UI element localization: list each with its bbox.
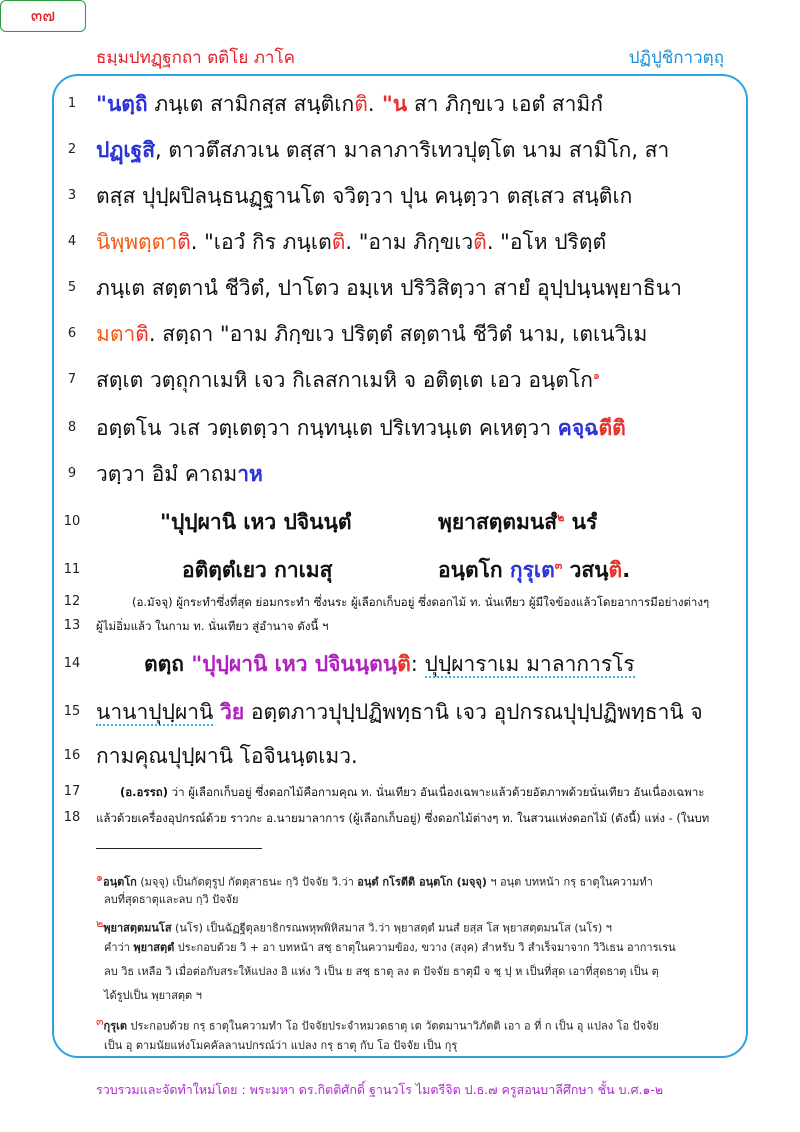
page-frame (52, 74, 748, 1058)
translation-line: (อ.อรรถ) ว่า ผู้เลือกเก็บอยู่ ซึ่งดอกไม้คือกามคุณ ท. นั่นเทียว อันเนื่องเฉพาะแล้วด้วยอัตภาพด้วยนั่นเทียว อันเนื่องเฉพาะ (120, 785, 705, 799)
text-line: ปฏฺเฐสิ, ตาวตึสภวเน ตสฺสา มาลาภาริเทวปุตฺโต นาม สามิโก, สา (96, 138, 670, 162)
text-line: ตสฺส ปุปฺผปิลนฺธนฏฺฐานโต จวิตฺวา ปุน คนฺตฺวา ตสฺเสว สนฺติเก (96, 184, 633, 208)
page-footer: รวบรวมและจัดทำใหม่โดย : พระมหา ดร.กิตติศักดิ์ ฐานวโร ไมตรีจิต ป.ธ.๗ ครูสอนบาลีศึกษา ชั้น บ.ศ.๑-๒ (96, 1082, 664, 1097)
line-number: 2 (67, 142, 77, 157)
text-line: อตฺตโน วเส วตฺเตตฺวา กนฺทนฺเต ปริเทวนฺเต คเหตฺวา คจฺฉตีติ (96, 416, 626, 440)
line-number: 12 (63, 594, 81, 609)
line-number: 11 (63, 562, 81, 577)
line-number: 3 (67, 188, 77, 203)
footnote-1: ๑อนฺตโก (มจฺจุ) เป็นกัตตุรูป กัตตุสาธนะ กฺวิ ปัจจัย วิ.ว่า อนฺตํ กโรตีติ อนฺตโก (มจฺจุ) ฯ อนฺต บทหน้า กรฺ ธาตุในความทำ (96, 871, 653, 889)
footnote-2: ๒พฺยาสตฺตมนโส (นโร) เป็นฉัฏฐีตุลยาธิกรณพหุพพิหิสมาส วิ.ว่า พฺยาสตฺตํ มนสํ ยสฺส โส พฺยาสตฺตมนโส (นโร) ฯ (96, 917, 612, 935)
text-line: กามคุณปุปฺผานิ โอจินนฺตเมว. (96, 744, 358, 768)
line-number: 4 (67, 234, 77, 249)
line-number: 15 (63, 704, 81, 719)
text-line: วตฺวา อิมํ คาถมาห (96, 462, 263, 486)
text-line: นิพฺพตฺตาติ. "เอวํ กิร ภนฺเตติ. "อาม ภิกฺขเวติ. "อโห ปริตฺตํ (96, 230, 607, 254)
line-number: 17 (63, 784, 81, 799)
translation-line: แล้วด้วยเครื่องอุปกรณ์ด้วย ราวกะ อ.นายมาลาการ (ผู้เลือกเก็บอยู่) ซึ่งดอกไม้ต่างๆ ท. ในสวนแห่งดอกไม้ (ดังนี้) แห่ง - (ในบท (96, 811, 710, 825)
footnote-ref: ๒ (557, 511, 565, 524)
line-number: 8 (67, 420, 77, 435)
line-number: 5 (67, 280, 77, 295)
verse-line-2b: อนฺตโก กุรุเต$^๓$ วสนฺติ. (438, 558, 631, 582)
line-number: 14 (63, 656, 81, 671)
line-number: 10 (63, 514, 81, 529)
footnote-2-cont: ได้รูปเป็น พฺยาสตฺต ฯ (104, 989, 202, 1002)
page-number: ๓๗ (0, 0, 86, 32)
translation-line: (อ.มัจจุ) ผู้กระทำซึ่งที่สุด ย่อมกระทำ ซึ่งนระ ผู้เลือกเก็บอยู่ ซึ่งดอกไม้ ท. นั่นเทียว ผู้มีใจข้องแล้วโดยอาการมีอย่างต่างๆ (132, 595, 710, 609)
verse-line-2a: อติตฺตํเยว กาเมสุ (182, 558, 333, 582)
footnote-ref: ๑ (592, 369, 600, 382)
line-number: 13 (63, 618, 81, 633)
line-number: 9 (67, 466, 77, 481)
line-number: 6 (67, 326, 77, 341)
footnote-3-cont: เป็น อุ ตามนัยแห่งโมคคัลลานปกรณ์ว่า แปลง กรฺ ธาตุ กับ โอ ปัจจัย เป็น กุรุ (104, 1039, 458, 1052)
footnote-1-cont: ลบที่สุดธาตุและลบ กฺวิ ปัจจัย (104, 893, 239, 906)
text-line: มตาติ. สตฺถา "อาม ภิกฺขเว ปริตฺตํ สตฺตานํ ชีวิตํ นาม, เตเนวิเม (96, 322, 648, 346)
footnote-ref: ๓ (554, 559, 563, 572)
line-number: 18 (63, 810, 81, 825)
text-line: ภนฺเต สตฺตานํ ชีวิตํ, ปาโตว อมฺเห ปริวิสิตฺวา สายํ อุปฺปนฺนพฺยาธินา (96, 276, 682, 300)
header-title: ธมฺมปทฏฺฐกถา ตติโย ภาโค (96, 48, 295, 68)
verse-line-1b: พฺยาสตฺตมนสํ$^๒$ นรํ (438, 510, 598, 534)
line-number: 1 (67, 96, 77, 111)
line-number: 16 (63, 748, 81, 763)
text-line: ตตฺถ "ปุปฺผานิ เหว ปจินนฺตนฺติ: ปุปฺผาราเม มาลาการโร (144, 652, 635, 676)
header-story-title: ปฏิปูชิกาวตฺถุ (628, 48, 724, 68)
line-number: 7 (67, 372, 77, 387)
footnote-2-cont: คำว่า พฺยาสตฺตํ ประกอบด้วย วิ + อา บทหน้า สชฺ ธาตุในความข้อง, ขวาง (สงฺค) สำหรับ วิ สำเร็จมาจาก วิวิเธน อาการเรน (104, 941, 676, 954)
text-line: "นตฺถิ ภนฺเต สามิกสฺส สนฺติเกติ. "น สา ภิกฺขเว เอตํ สามิกํ (96, 92, 603, 116)
text-line: นานาปุปฺผานิ วิย อตฺตภาวปุปฺปฏิพทฺธานิ เจว อุปกรณปุปฺปฏิพทฺธานิ จ (96, 700, 703, 724)
text-line: สตฺเต วตฺถุกาเมหิ เจว กิเลสกาเมหิ จ อติตฺเต เอว อนฺตโก$^๑$ (96, 368, 600, 392)
footnote-2-cont: ลบ วิธ เหลือ วิ เมื่อต่อกับสระให้แปลง อิ แห่ง วิ เป็น ย สชฺ ธาตุ ลง ต ปัจจัย ธาตุมี จ ชฺ ปฺ ห เป็นที่สุด เอาที่สุดธาตุ เป็น ตฺ (104, 965, 659, 978)
footnote-3: ๓กุรุเต ประกอบด้วย กรฺ ธาตุในความทำ โอ ปัจจัยประจำหมวดธาตุ เต วัตตมานาวิภัตติ เอา อ ที่ ก เป็น อุ แปลง โอ ปัจจัย (96, 1015, 659, 1033)
translation-line: ผู้ไม่อิ่มแล้ว ในกาม ท. นั่นเทียว สู่อำนาจ ดังนี้ ฯ (96, 619, 329, 633)
verse-line-1a: "ปุปฺผานิ เหว ปจินนฺตํ (160, 510, 352, 534)
footnote-divider (96, 848, 262, 849)
